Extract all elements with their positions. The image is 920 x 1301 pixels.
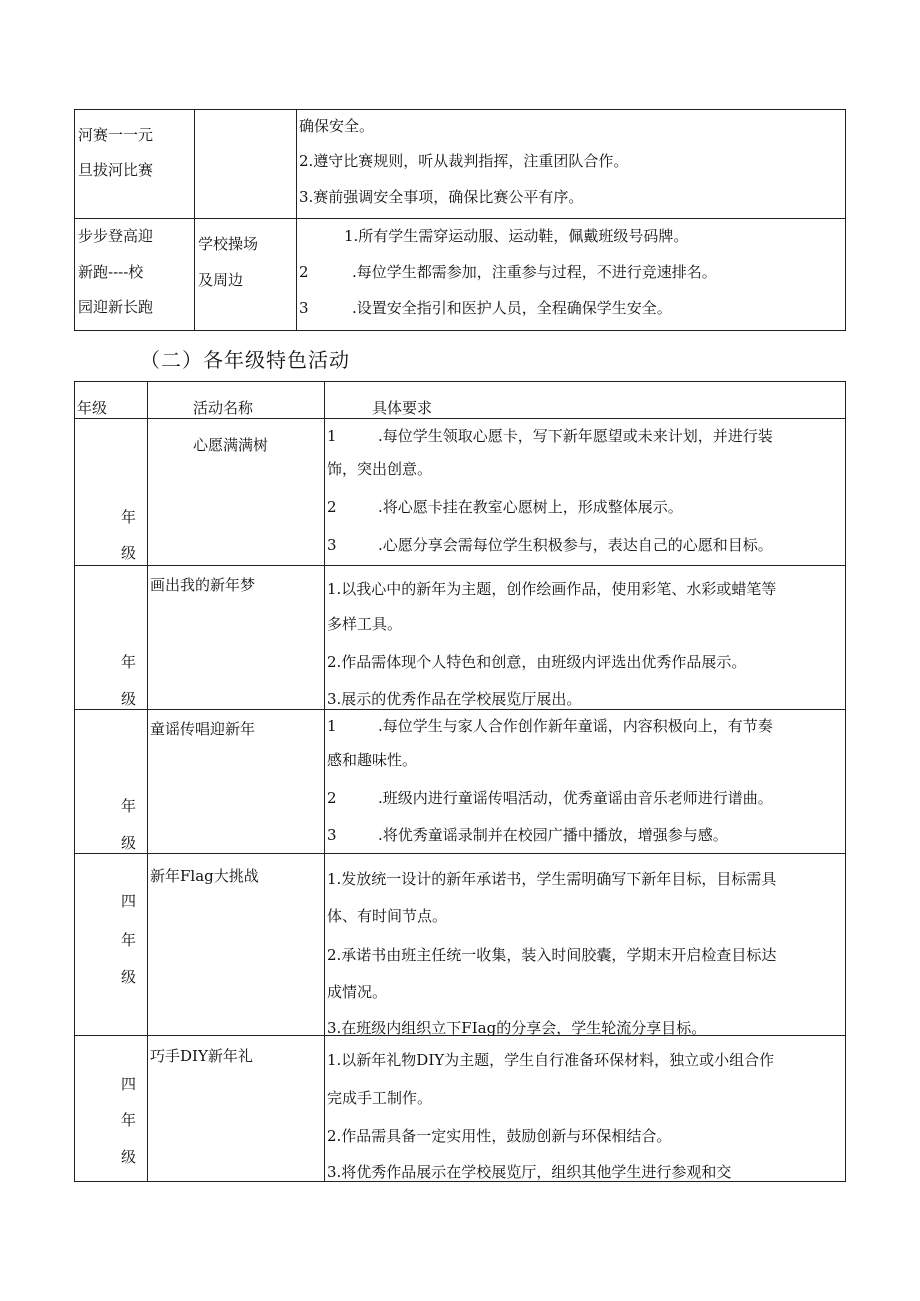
requirement-line: 1.以我心中的新年为主题，创作绘画作品，使用彩笔、水彩或蜡笔等: [327, 580, 777, 598]
requirement-line: 3.赛前强调安全事项，确保比赛公平有序。: [299, 188, 584, 206]
requirement-line: .将优秀童谣录制并在校园广播中播放，增强参与感。: [378, 826, 728, 844]
requirement-number: 1: [327, 717, 337, 735]
requirement-line: 1.以新年礼物DIY为主题，学生自行准备环保材料，独立或小组合作: [327, 1051, 775, 1069]
requirement-line: 1.发放统一设计的新年承诺书，学生需明确写下新年目标，目标需具: [327, 870, 777, 888]
activity-name: 画出我的新年梦: [150, 576, 256, 594]
activity-name: 童谣传唱迎新年: [150, 720, 256, 738]
header-requirements: 具体要求: [372, 399, 433, 417]
activity-name-line: 新跑----校: [78, 263, 144, 281]
requirement-number: 2: [327, 498, 337, 516]
grade-char: 年: [121, 1111, 137, 1129]
grade-char: 级: [121, 544, 137, 562]
grade-char: 级: [121, 1148, 137, 1166]
header-grade: 年级: [77, 399, 108, 417]
requirement-line: 3.在班级内组织立下FIag的分享会，学生轮流分享目标。: [327, 1019, 707, 1037]
grade-char: 年: [121, 931, 137, 949]
requirement-line: .每位学生都需参加，注重参与过程，不进行竞速排名。: [352, 263, 717, 281]
grade-char: 四: [121, 1075, 137, 1093]
requirement-line: 体、有时间节点。: [327, 907, 448, 925]
requirement-line: 2.承诺书由班主任统一收集，装入时间胶囊，学期末开启检查目标达: [327, 946, 777, 964]
activity-name: 心愿满满树: [193, 436, 269, 454]
requirement-number: 3: [327, 536, 337, 554]
requirement-line: 多样工具。: [327, 615, 403, 633]
requirement-line: 饰，突出创意。: [327, 460, 433, 478]
requirement-number: 3: [299, 299, 309, 317]
activity-name-line: 园迎新长跑: [78, 298, 154, 316]
requirement-line: .设置安全指引和医护人员，全程确保学生安全。: [352, 299, 672, 317]
requirement-number: 3: [327, 826, 337, 844]
requirement-line: 确保安全。: [299, 117, 375, 135]
activity-name-line: 步步登高迎: [78, 227, 154, 245]
grade-char: 级: [121, 968, 137, 986]
activity-name-line: 河赛一一元: [78, 126, 154, 144]
requirement-line: 成情况。: [327, 983, 388, 1001]
requirement-number: 2: [327, 789, 337, 807]
section-heading: （二）各年级特色活动: [140, 348, 350, 372]
requirement-line: 完成手工制作。: [327, 1089, 433, 1107]
activity-name: 巧手DIY新年礼: [150, 1047, 253, 1065]
location-line: 学校操场: [198, 235, 259, 253]
requirement-line: 1.所有学生需穿运动服、运动鞋，佩戴班级号码牌。: [344, 227, 689, 245]
requirement-line: 3.将优秀作品展示在学校展览厅，组织其他学生进行参观和交: [327, 1163, 732, 1181]
grade-char: 年: [121, 508, 137, 526]
activity-name: 新年Flag大挑战: [150, 867, 259, 885]
requirement-line: 3.展示的优秀作品在学校展览厅展出。: [327, 690, 582, 708]
grade-char: 级: [121, 834, 137, 852]
grade-char: 年: [121, 653, 137, 671]
requirement-line: 2.遵守比赛规则，听从裁判指挥，注重团队合作。: [299, 152, 629, 170]
requirement-line: 2.作品需体现个人特色和创意，由班级内评选出优秀作品展示。: [327, 653, 747, 671]
requirement-line: 感和趣味性。: [327, 751, 418, 769]
grade-char: 年: [121, 797, 137, 815]
requirement-line: .班级内进行童谣传唱活动，优秀童谣由音乐老师进行谱曲。: [378, 789, 773, 807]
grade-char: 级: [121, 690, 137, 708]
requirement-line: .将心愿卡挂在教室心愿树上，形成整体展示。: [378, 498, 683, 516]
requirement-line: .每位学生领取心愿卡，写下新年愿望或未来计划，并进行装: [378, 427, 773, 445]
requirement-line: .每位学生与家人合作创作新年童谣，内容积极向上，有节奏: [378, 717, 773, 735]
activity-name-line: 旦拔河比赛: [78, 161, 154, 179]
requirement-line: .心愿分享会需每位学生积极参与，表达自己的心愿和目标。: [378, 536, 773, 554]
requirement-number: 1: [327, 427, 337, 445]
location-line: 及周边: [198, 271, 244, 289]
requirement-number: 2: [299, 263, 309, 281]
requirement-line: 2.作品需具备一定实用性，鼓励创新与环保相结合。: [327, 1127, 672, 1145]
grade-char: 四: [121, 892, 137, 910]
header-activity: 活动名称: [193, 399, 254, 417]
